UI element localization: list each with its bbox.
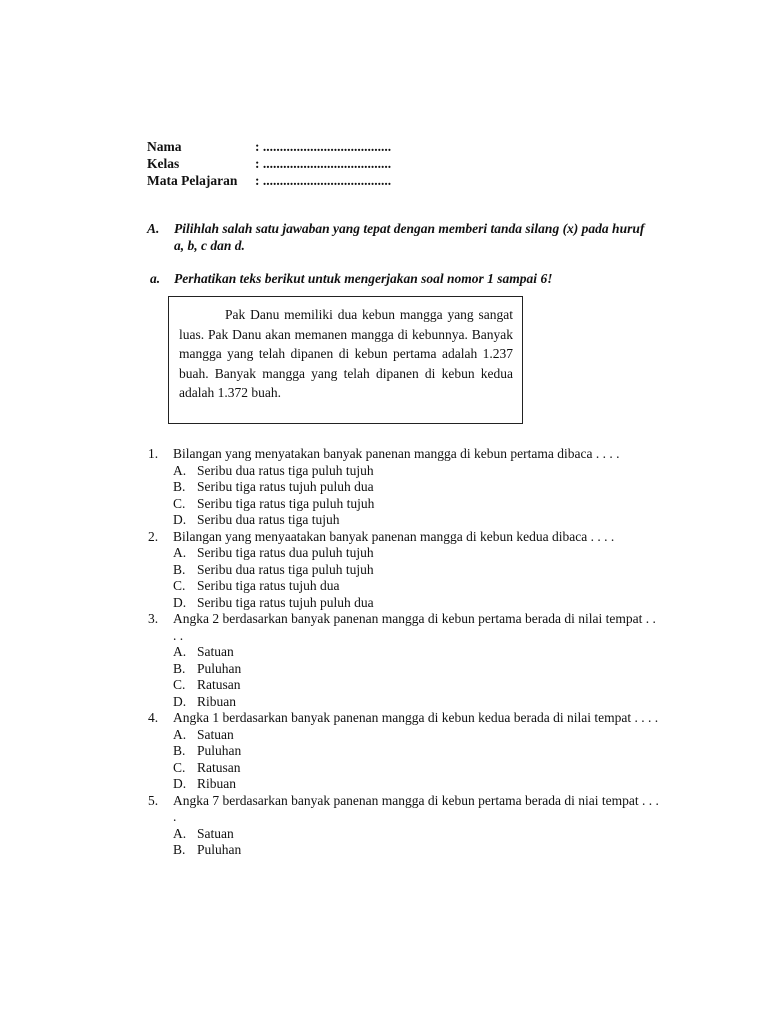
option-letter: B. <box>173 842 186 857</box>
question-2 <box>145 529 665 612</box>
option-letter: A. <box>173 462 187 478</box>
option-d[interactable] <box>173 694 665 711</box>
reading-passage: Pak Danu memiliki dua kebun mangga yang sangat luas. Pak Danu akan memanen mangga di kebunnya. Banyak mangga yang telah dipanen di kebun pertama adalah 1.237 buah. Banyak mangga yang telah dipanen di kebun kedua adalah 1.372 buah. <box>179 307 513 400</box>
option-text: Ribuan <box>197 693 236 709</box>
option-text: Seribu tiga ratus dua puluh tujuh <box>197 545 374 560</box>
option-a[interactable] <box>173 545 665 562</box>
option-b[interactable] <box>173 562 665 579</box>
option-b[interactable] <box>173 743 665 760</box>
option-c[interactable] <box>173 496 665 513</box>
option-letter: C. <box>173 578 186 593</box>
question-number: 3. <box>148 611 159 626</box>
option-letter: D. <box>173 693 187 709</box>
option-letter: D. <box>173 594 187 610</box>
question-text: Bilangan yang menyatakan banyak panenan mangga di kebun pertama dibaca . . . . <box>173 446 620 461</box>
class-field: : ...................................... <box>255 156 392 171</box>
option-text: Seribu dua ratus tiga tujuh <box>197 512 340 527</box>
options <box>173 826 665 859</box>
student-identity <box>147 138 391 189</box>
option-text: Seribu tiga ratus tujuh dua <box>197 578 340 593</box>
question-3 <box>145 611 665 710</box>
option-letter: B. <box>173 561 186 577</box>
subsection-a-marker: a. <box>150 271 161 286</box>
question-number: 1. <box>148 446 159 461</box>
option-a[interactable] <box>173 826 665 843</box>
option-letter: A. <box>173 726 187 742</box>
option-text: Puluhan <box>197 743 242 758</box>
option-letter: A. <box>173 545 187 560</box>
section-a-text: Pilihlah salah satu jawaban yang tepat dengan memberi tanda silang (x) pada huruf a, b, c dan d. <box>174 221 645 253</box>
option-letter: B. <box>173 660 186 676</box>
options <box>173 727 665 793</box>
option-text: Ribuan <box>197 776 236 791</box>
option-letter: B. <box>173 479 186 494</box>
option-text: Puluhan <box>197 842 242 857</box>
option-letter: B. <box>173 743 186 758</box>
option-d[interactable] <box>173 595 665 612</box>
option-text: Satuan <box>197 726 234 742</box>
option-text: Seribu tiga ratus tujuh puluh dua <box>197 479 374 494</box>
option-letter: C. <box>173 495 186 511</box>
options <box>173 545 665 611</box>
option-a[interactable] <box>173 727 665 744</box>
option-letter: D. <box>173 776 187 791</box>
question-4 <box>145 710 665 793</box>
name-label: Nama <box>147 139 182 154</box>
option-d[interactable] <box>173 776 665 793</box>
section-a-marker: A. <box>147 221 160 236</box>
identity-row-subject <box>147 172 391 189</box>
option-c[interactable] <box>173 760 665 777</box>
option-text: Ratusan <box>197 759 241 775</box>
option-b[interactable] <box>173 479 665 496</box>
question-number: 4. <box>148 710 159 725</box>
options <box>173 644 665 710</box>
class-label: Kelas <box>147 156 180 171</box>
option-text: Satuan <box>197 825 234 841</box>
question-text: Bilangan yang menyaatakan banyak panenan mangga di kebun kedua dibaca . . . . <box>173 528 615 544</box>
question-5 <box>145 793 665 859</box>
identity-row-class <box>147 155 391 172</box>
reading-passage-box <box>168 296 523 424</box>
options <box>173 463 665 529</box>
question-1 <box>145 446 665 529</box>
option-c[interactable] <box>173 578 665 595</box>
option-a[interactable] <box>173 644 665 661</box>
question-text: Angka 1 berdasarkan banyak panenan mangga di kebun kedua berada di nilai tempat . . . . <box>173 710 659 725</box>
option-letter: A. <box>173 644 187 659</box>
question-text: Angka 7 berdasarkan banyak panenan mangga di kebun pertama berada di niai tempat . . . . <box>173 792 659 824</box>
option-letter: A. <box>173 825 187 841</box>
option-text: Seribu tiga ratus tiga puluh tujuh <box>197 495 375 511</box>
option-d[interactable] <box>173 512 665 529</box>
option-letter: D. <box>173 512 187 527</box>
question-number: 5. <box>148 792 159 808</box>
option-letter: C. <box>173 677 186 692</box>
question-text: Angka 2 berdasarkan banyak panenan mangga di kebun pertama berada di nilai tempat . . . . <box>173 611 656 643</box>
option-a[interactable] <box>173 463 665 480</box>
question-list <box>145 446 665 859</box>
subject-field: : ...................................... <box>255 173 392 188</box>
option-text: Seribu dua ratus tiga puluh tujuh <box>197 462 374 478</box>
subsection-a-instruction <box>150 270 650 287</box>
option-b[interactable] <box>173 661 665 678</box>
option-b[interactable] <box>173 842 665 859</box>
subject-label: Mata Pelajaran <box>147 173 238 188</box>
question-number: 2. <box>148 528 159 544</box>
option-text: Seribu dua ratus tiga puluh tujuh <box>197 561 374 577</box>
option-text: Puluhan <box>197 660 242 676</box>
option-text: Seribu tiga ratus tujuh puluh dua <box>197 594 374 610</box>
name-field: : ...................................... <box>255 139 392 154</box>
section-a-instruction <box>147 220 647 254</box>
identity-row-name <box>147 138 391 155</box>
option-letter: C. <box>173 759 186 775</box>
option-text: Satuan <box>197 644 234 659</box>
option-c[interactable] <box>173 677 665 694</box>
option-text: Ratusan <box>197 677 241 692</box>
subsection-a-text: Perhatikan teks berikut untuk mengerjakan soal nomor 1 sampai 6! <box>174 271 553 286</box>
